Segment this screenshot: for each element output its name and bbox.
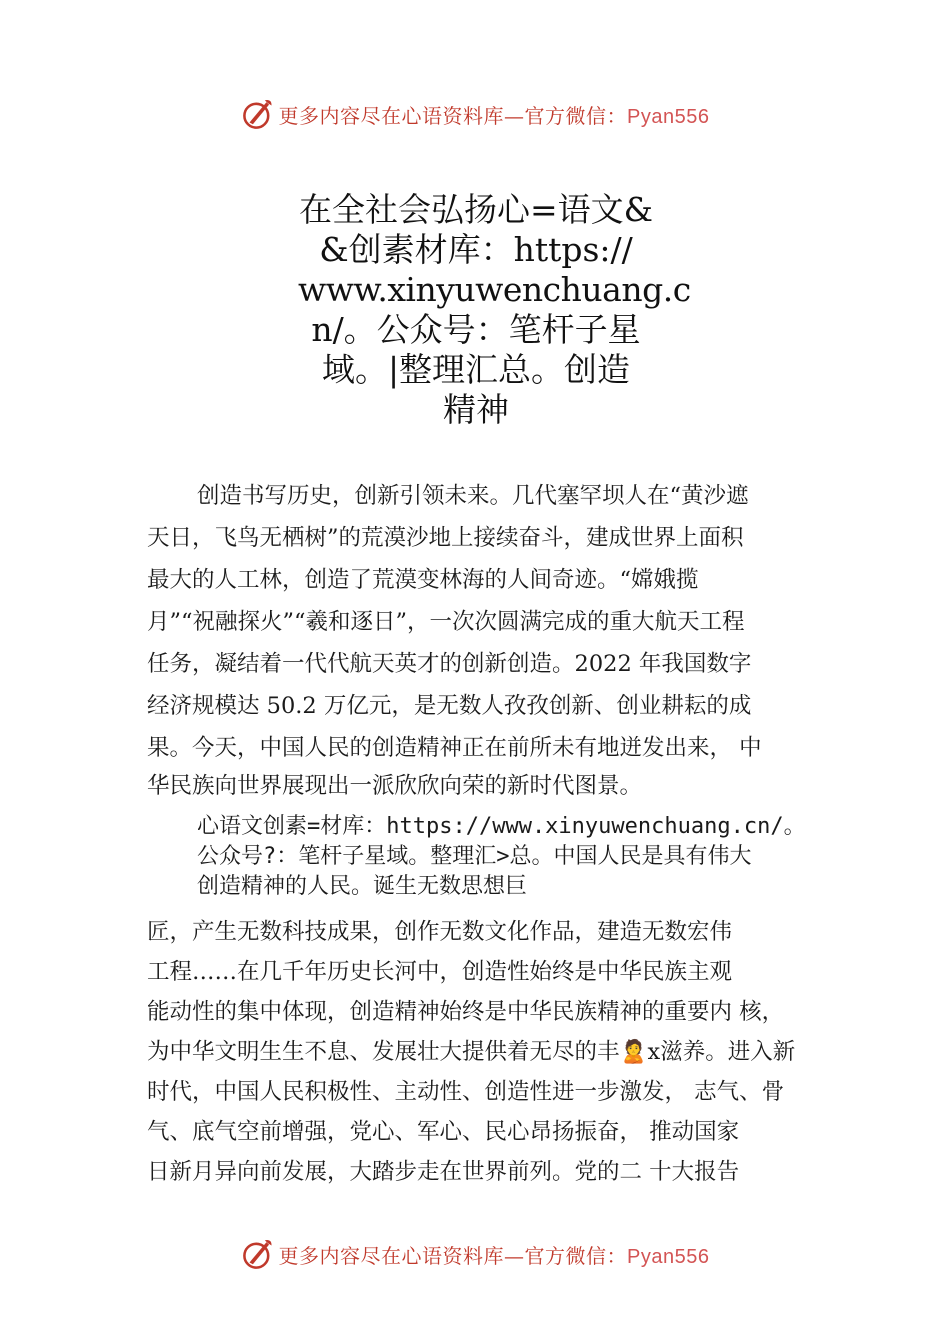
note-line: 创造精神的人民。诞生无数思想巨: [197, 874, 528, 899]
quill-pen-logo-icon: [241, 1237, 275, 1271]
paragraph-line: 时代，中国人民积极性、主动性、创造性进一步激发， 志气、骨: [147, 1079, 785, 1105]
paragraph-line: 匠，产生无数科技成果，创作无数文化作品，建造无数宏伟: [147, 919, 733, 945]
paragraph-line: 工程……在几千年历史长河中，创造性始终是中华民族主观: [147, 959, 733, 985]
document-title: [298, 190, 691, 430]
wechat-id: Pyan556: [627, 105, 710, 128]
paragraph-line: 华民族向世界展现出一派欣欣向荣的新时代图景。: [147, 773, 643, 799]
paragraph-line: 天日，飞鸟无栖树”的荒漠沙地上接续奋斗，建成世界上面积: [147, 525, 744, 551]
paragraph-line: 月”“祝融探火”“羲和逐日”，一次次圆满完成的重大航天工程: [147, 609, 745, 635]
paragraph-line: 经济规模达 50.2 万亿元，是无数人孜孜创新、创业耕耘的成: [147, 693, 752, 719]
note-line: 公众号?：笔杆子星域。整理汇>总。中国人民是具有伟大: [197, 844, 752, 869]
paragraph-line: 任务，凝结着一代代航天英才的创新创造。2022 年我国数字: [147, 651, 752, 677]
title-line: &创素材库：https://: [319, 230, 633, 269]
paragraph-line: 气、底气空前增强，党心、军心、民心昂扬振奋， 推动国家: [147, 1119, 740, 1145]
note-line: 心语文创素=材库：https://www.xinyuwenchuang.cn/。: [197, 814, 806, 839]
header-banner-text: 更多内容尽在心语资料库—官方微信：Pyan556: [278, 103, 710, 128]
title-line: www.xinyuwenchuang.c: [298, 270, 691, 309]
footer-banner-text: 更多内容尽在心语资料库—官方微信：Pyan556: [278, 1243, 710, 1268]
quill-pen-logo-icon: [241, 97, 275, 131]
title-line: 域。|整理汇总。创造: [321, 350, 631, 389]
paragraph-line: 能动性的集中体现，创造精神始终是中华民族精神的重要内 核，: [147, 999, 785, 1025]
title-line: n/。公众号：笔杆子星: [311, 310, 641, 349]
wechat-id: Pyan556: [627, 1245, 710, 1268]
paragraph-line: 创造书写历史，创新引领未来。几代塞罕坝人在“黄沙遮: [197, 483, 749, 509]
paragraph-line: 最大的人工林，创造了荒漠变林海的人间奇迹。“嫦娥揽: [147, 567, 699, 593]
paragraph-line: 为中华文明生生不息、发展壮大提供着无尽的丰🙎x滋养。进入新: [147, 1039, 796, 1065]
paragraph-line: 日新月异向前发展，大踏步走在世界前列。党的二 十大报告: [147, 1159, 740, 1185]
title-line: 精神: [443, 390, 509, 429]
header-banner: [0, 96, 950, 132]
footer-banner: [0, 1236, 950, 1272]
title-line: 在全社会弘扬心=语文&: [298, 190, 654, 229]
paragraph-line: 果。今天，中国人民的创造精神正在前所未有地迸发出来， 中: [147, 735, 762, 761]
